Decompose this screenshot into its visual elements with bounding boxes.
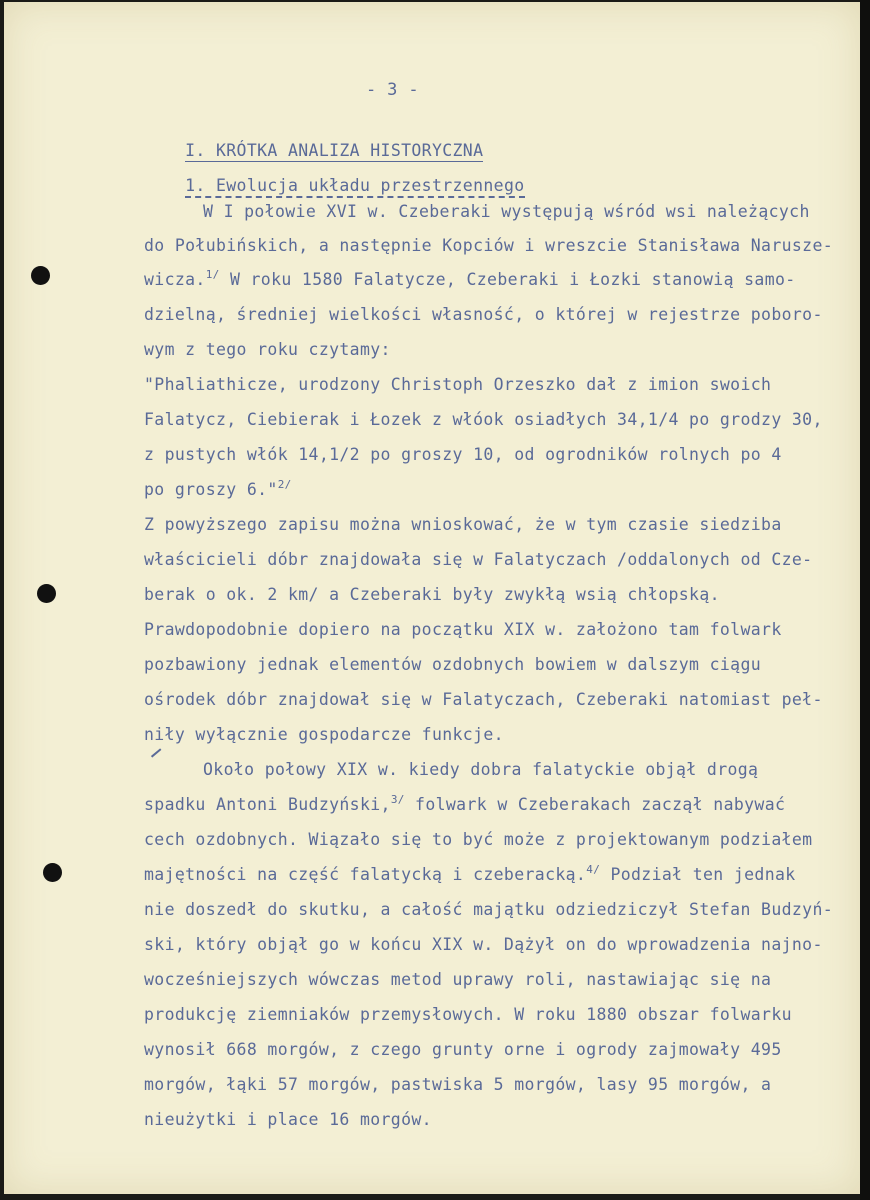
text-line: nieużytki i place 16 morgów. bbox=[144, 1110, 432, 1129]
text-line: z pustych włók 14,1/2 po groszy 10, od ogrodników rolnych po 4 bbox=[144, 445, 782, 464]
text-line: ośrodek dóbr znajdował się w Falatyczach, Czeberaki natomiast peł- bbox=[144, 690, 823, 709]
text-line: Prawdopodobnie dopiero na początku XIX w. założono tam folwark bbox=[144, 620, 782, 639]
text-line: morgów, łąki 57 morgów, pastwiska 5 morgów, lasy 95 morgów, a bbox=[144, 1075, 772, 1094]
subsection-heading-text: 1. Ewolucja układu przestrzennego bbox=[185, 176, 524, 198]
text-line: Z powyższego zapisu można wnioskować, że w tym czasie siedziba bbox=[144, 515, 782, 534]
punch-hole-2 bbox=[37, 584, 56, 603]
text-line: wynosił 668 morgów, z czego grunty orne i ogrody zajmowały 495 bbox=[144, 1040, 782, 1059]
text-line: "Phaliathicze, urodzony Christoph Orzeszko dał z imion swoich bbox=[144, 375, 772, 394]
footnote-ref: 2/ bbox=[277, 478, 292, 491]
text-line: wocześniejszych wówczas metod uprawy roli, nastawiając się na bbox=[144, 970, 772, 989]
text-line: do Połubińskich, a następnie Kopciów i wreszcie Stanisława Narusze- bbox=[144, 236, 834, 255]
text-line: dzielną, średniej wielkości własność, o której w rejestrze poboro- bbox=[144, 305, 823, 324]
punch-hole-1 bbox=[31, 266, 50, 285]
text-line: produkcję ziemniaków przemysłowych. W roku 1880 obszar folwarku bbox=[144, 1005, 792, 1024]
section-heading-text: I. KRÓTKA ANALIZA HISTORYCZNA bbox=[185, 141, 484, 160]
text-line: W I połowie XVI w. Czeberaki występują wśród wsi należących bbox=[203, 202, 810, 221]
text-line: berak o ok. 2 km/ a Czeberaki były zwykłą wsią chłopską. bbox=[144, 585, 720, 604]
punch-hole-3 bbox=[43, 863, 62, 882]
page-number: - 3 - bbox=[366, 80, 419, 100]
footnote-ref: 1/ bbox=[205, 268, 220, 281]
text-line: spadku Antoni Budzyński,$^{3/}$ folwark w Czeberakach zaczął nabywać bbox=[144, 793, 786, 814]
text-line: Falatycz, Ciebierak i Łozek z włóok osiadłych 34,1/4 po grodzy 30, bbox=[144, 410, 823, 429]
text-line: Około połowy XIX w. kiedy dobra falatyckie objął drogą bbox=[203, 760, 759, 779]
text-line: ski, który objął go w końcu XIX w. Dążył on do wprowadzenia najno- bbox=[144, 935, 823, 954]
text-line: wym z tego roku czytamy: bbox=[144, 340, 391, 359]
text-line: po groszy 6."$^{2/}$ bbox=[144, 478, 292, 499]
scan-edge bbox=[860, 0, 870, 1200]
footnote-ref: 4/ bbox=[586, 863, 601, 876]
text-line: majętności na część falatycką i czeberacką.$^{4/}$ Podział ten jednak bbox=[144, 863, 796, 884]
text-line: właścicieli dóbr znajdowała się w Falatyczach /oddalonych od Cze- bbox=[144, 550, 813, 569]
text-line: pozbawiony jednak elementów ozdobnych bowiem w dalszym ciągu bbox=[144, 655, 762, 674]
text-line: niły wyłącznie gospodarcze funkcje. bbox=[144, 725, 504, 744]
text-line: wicza.$^{1/}$ W roku 1580 Falatycze, Czeberaki i Łozki stanowią samo- bbox=[144, 268, 796, 289]
text-line: nie doszedł do skutku, a całość majątku odziedziczył Stefan Budzyń- bbox=[144, 900, 834, 919]
text-line: cech ozdobnych. Wiązało się to być może z projektowanym podziałem bbox=[144, 830, 813, 849]
footnote-ref: 3/ bbox=[390, 793, 405, 806]
